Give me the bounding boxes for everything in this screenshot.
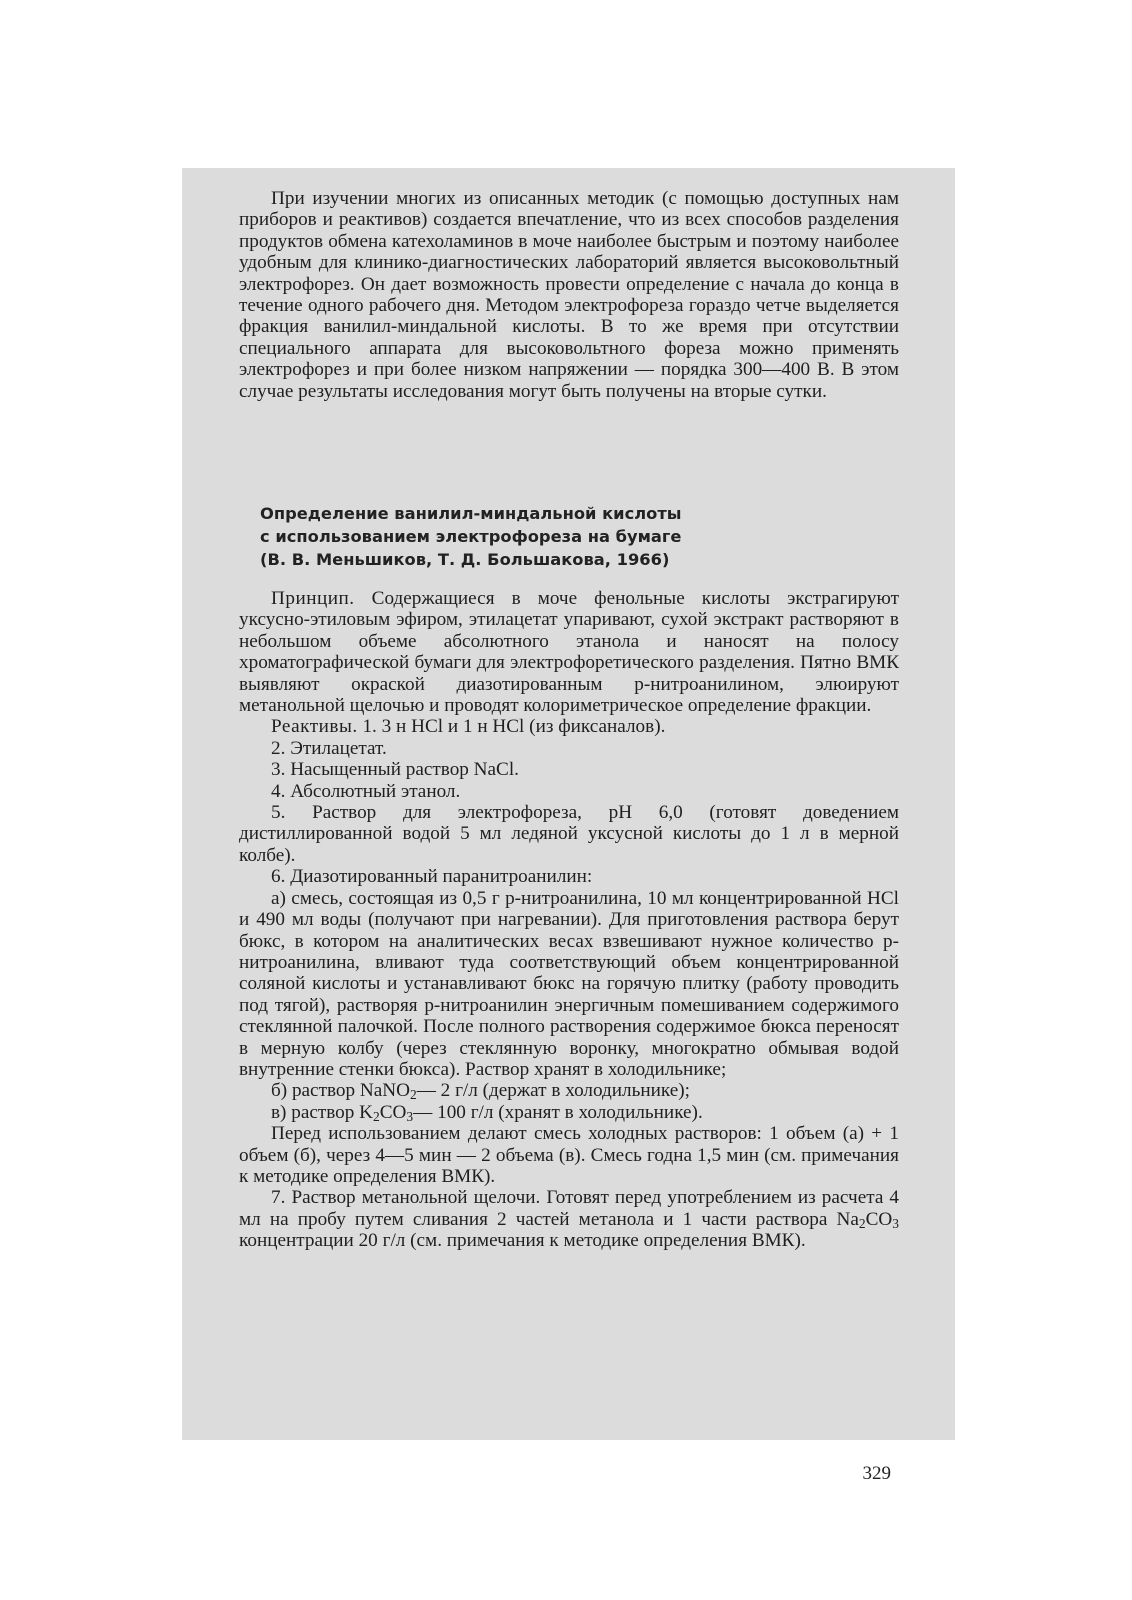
reagent-item-1 [239, 716, 899, 737]
intro-paragraph: При изучении многих из описанных методик (с помощью доступных нам приборов и реактивов) создается впечатление, что из всех способов разделения продуктов обмена катехоламинов в моче наиболее быстрым и поэтому наиболее удобным для клинико-диагностических лабораторий является высоковольтный электрофорез. Он дает возможность провести определение с начала до конца в течение одного рабочего дня. Методом электрофореза гораздо четче выделяется фракция ванилил-миндальной кислоты. В то же время при отсутствии специального аппарата для высоковольтного фореза можно применять электрофорез и при более низком напряжении — порядка 300—400 В. В этом случае результаты исследования могут быть получены на вторые сутки. [239, 188, 899, 402]
reagent-item-7 [239, 1187, 899, 1251]
reagent-item-6b [239, 1080, 899, 1101]
mix-note: Перед использованием делают смесь холодных растворов: 1 объем (а) + 1 объем (б), через 4—5 мин — 2 объема (в). Смесь годна 1,5 мин (см. примечания к методике определения ВМК). [239, 1123, 899, 1187]
method-body [239, 588, 899, 1252]
item-7-pre: 7. Раствор метанольной щелочи. Готовят перед употреблением из расчета 4 мл на пробу путем сливания 2 частей метанола и 1 части раствора Na [239, 1187, 899, 1230]
item-6c-sub1: 2 [373, 1108, 380, 1124]
item-7-mid: CO [865, 1208, 893, 1230]
principle-text: Содержащиеся в моче фенольные кислоты экстрагируют уксусно-этиловым эфиром, этилацетат упаривают, сухой экстракт растворяют в небольшом объеме абсолютного этанола и наносят на полосу хроматографической бумаги для электрофоретического разделения. Пятно ВМК выявляют окраской диазотированным р-нитроанилином, элюируют метанольной щелочью и проводят колориметрическое определение фракции. [239, 588, 899, 717]
reagent-item-1-text: 1. 3 н HCl и 1 н HCl (из фиксаналов). [362, 716, 666, 738]
item-6b-pre: б) раствор NaNO [271, 1080, 410, 1102]
reagent-item-2: 2. Этилацетат. [271, 737, 387, 759]
reagent-item-6: 6. Диазотированный паранитроанилин: [271, 866, 593, 888]
item-6b-sub: 2 [409, 1087, 417, 1103]
reagent-item-6c [239, 1102, 899, 1123]
section-heading [260, 503, 820, 571]
intro-section [239, 188, 899, 402]
heading-line-3: (В. В. Меньшиков, Т. Д. Большакова, 1966) [260, 549, 670, 569]
reagents-label: Реактивы. [271, 716, 358, 738]
principle-paragraph [239, 588, 899, 716]
principle-label: Принцип. [271, 588, 355, 609]
page-number: 329 [862, 1463, 891, 1484]
item-7-sub2: 3 [892, 1215, 899, 1231]
item-6b-post: — 2 г/л (держат в холодильнике); [416, 1080, 691, 1102]
reagent-item-4: 4. Абсолютный этанол. [271, 780, 461, 802]
reagent-item-6a: а) смесь, состоящая из 0,5 г р-нитроанилина, 10 мл концентрированной HCl и 490 мл воды (получают при нагревании). Для приготовления раствора берут бюкс, в котором на аналитических весах взвешивают нужное количество р-нитроанилина, вливают туда соответствующий объем концентрированной соляной кислоты и устанавливают бюкс на горячую плитку (работу проводить под тягой), растворяя р-нитроанилин энергичным помешиванием содержимого стеклянной палочкой. После полного растворения содержимое бюкса переносят в мерную колбу (через стеклянную воронку, многократно обмывая водой внутренние стенки бюкса). Раствор хранят в холодильнике; [239, 887, 899, 1080]
heading-line-1: Определение ванилил-миндальной кислоты [260, 504, 682, 523]
reagent-item-3: 3. Насыщенный раствор NaCl. [271, 759, 519, 781]
scanned-page [182, 168, 955, 1484]
item-7-post: концентрации 20 г/л (см. примечания к методике определения ВМК). [239, 1230, 806, 1252]
item-6c-post: — 100 г/л (хранят в холодильнике). [413, 1101, 703, 1123]
item-6c-pre: в) раствор K [271, 1101, 374, 1123]
item-7-sub1: 2 [858, 1215, 866, 1231]
item-6c-sub2: 3 [406, 1108, 414, 1124]
heading-line-2: с использованием электрофореза на бумаге [260, 526, 682, 546]
item-6c-mid: CO [379, 1101, 407, 1123]
reagent-item-5: 5. Раствор для электрофореза, pH 6,0 (готовят доведением дистиллированной водой 5 мл ледяной уксусной кислоты до 1 л в мерной колбе). [239, 802, 899, 866]
